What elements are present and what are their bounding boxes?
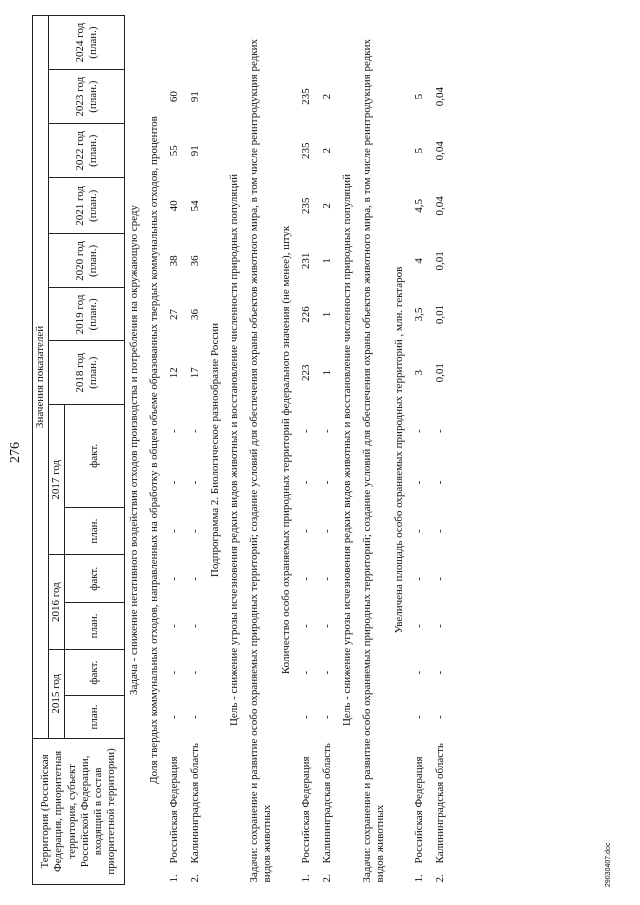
value-cell: - — [434, 624, 447, 628]
section-caption: Подпрограмма 2. Биологическое разнообразие России — [209, 322, 222, 578]
header-fact: факт. — [65, 649, 125, 696]
value-cell: - — [413, 480, 426, 485]
header-plan-year: 2020 год (план.) — [49, 234, 125, 288]
header-territory: Территория (Российская Федерация, приоритетная территория, субъект Российской Федерации, входящий в состав приоритетной территории) — [33, 738, 125, 884]
header-plan-year: 2018 год (план.) — [49, 341, 125, 405]
value-cell: - — [188, 480, 201, 485]
value-cell: - — [300, 624, 313, 628]
page-number: 276 — [8, 442, 23, 463]
value-cell: 17 — [188, 367, 201, 379]
value-cell: - — [321, 624, 334, 628]
table-row — [317, 16, 338, 885]
header-plan-year: 2021 год (план.) — [49, 178, 125, 234]
table-row — [164, 16, 185, 885]
header-plan: план. — [65, 507, 125, 555]
value-cell: - — [167, 624, 180, 628]
value-cell: - — [188, 624, 201, 628]
value-cell: - — [413, 429, 426, 433]
value-cell: - — [188, 529, 201, 533]
header-values-title: Значения показателей — [33, 16, 49, 739]
value-cell: 0,04 — [434, 196, 447, 216]
section-caption: Цель - снижение угрозы исчезновения редких видов животных и восстановление численности природных популяций — [228, 174, 241, 727]
value-cell: - — [167, 529, 180, 533]
value-cell: - — [321, 670, 334, 675]
value-cell: - — [321, 480, 334, 485]
value-cell: 3 — [413, 369, 426, 376]
value-cell: - — [321, 429, 334, 433]
table-body — [125, 16, 452, 885]
value-cell: - — [413, 624, 426, 628]
row-number: 2. — [321, 874, 334, 883]
value-cell: 5 — [413, 147, 426, 154]
value-cell: - — [321, 529, 334, 533]
header-year-2017: 2017 год — [49, 405, 65, 555]
value-cell: 1 — [321, 258, 334, 264]
table-row — [185, 16, 206, 885]
value-cell: - — [413, 529, 426, 533]
value-cell: 226 — [300, 306, 313, 323]
row-number: 1. — [300, 874, 313, 883]
value-cell: - — [321, 715, 334, 719]
value-cell: 1 — [321, 369, 334, 376]
value-cell: 4 — [413, 258, 426, 264]
value-cell: - — [300, 429, 313, 433]
value-cell: 1 — [321, 311, 334, 318]
row-number: 1. — [413, 874, 426, 883]
territory-name: Калининградская область — [188, 743, 201, 864]
value-cell: 12 — [167, 367, 180, 379]
header-plan: план. — [65, 603, 125, 650]
value-cell: 223 — [300, 364, 313, 381]
value-cell: - — [413, 670, 426, 675]
row-number: 2. — [434, 874, 447, 883]
value-cell: 27 — [167, 308, 180, 320]
header-fact: факт. — [65, 555, 125, 603]
value-cell: - — [413, 576, 426, 581]
value-cell: - — [300, 576, 313, 581]
value-cell: - — [321, 576, 334, 581]
section-caption: Количество особо охраняемых природных территорий федерального значения (не менее), штук — [279, 225, 292, 675]
value-cell: 2 — [321, 147, 334, 154]
value-cell: 91 — [188, 145, 201, 157]
section-caption: Задача - снижение негативного воздействия отходов производства и потребления на окружающую среду — [128, 204, 141, 696]
header-plan-year: 2022 год (план.) — [49, 124, 125, 178]
value-cell: 5 — [413, 93, 426, 100]
header-plan: план. — [65, 696, 125, 738]
value-cell: 38 — [167, 255, 180, 267]
value-cell: - — [188, 670, 201, 675]
table-row — [409, 16, 430, 885]
territory-name: Российская Федерация — [300, 756, 313, 864]
value-cell: 0,01 — [434, 363, 447, 383]
value-cell: - — [434, 715, 447, 719]
value-cell: - — [167, 480, 180, 485]
territory-name: Калининградская область — [321, 743, 334, 864]
section-caption: Задачи: сохранение и развитие особо охраняемых природных территорий; создание условий для обеспечения охраны объектов животного мира, в том числе реинтродукция редких видов животных — [360, 38, 386, 883]
value-cell: 40 — [167, 200, 180, 212]
value-cell: - — [434, 429, 447, 433]
value-cell: - — [188, 715, 201, 719]
value-cell: - — [167, 670, 180, 675]
value-cell: - — [300, 715, 313, 719]
section-caption: Увеличена площадь особо охраняемых природных территорий , млн. гектаров — [393, 266, 405, 634]
territory-name: Российская Федерация — [413, 756, 426, 864]
footer-filename: 29030407.doc — [605, 842, 612, 887]
value-cell: 91 — [188, 91, 201, 103]
value-cell: 2 — [321, 203, 334, 209]
header-plan-year: 2024 год (план.) — [49, 16, 125, 70]
value-cell: 235 — [300, 197, 313, 215]
section-caption: Цель - снижение угрозы исчезновения редких видов животных и восстановление численности природных популяций — [341, 174, 354, 727]
value-cell: - — [167, 429, 180, 433]
value-cell: 0,01 — [434, 251, 447, 271]
table-row — [296, 16, 317, 885]
value-cell: - — [167, 576, 180, 581]
value-cell: 0,01 — [434, 304, 447, 325]
value-cell: - — [188, 429, 201, 433]
header-year-2016: 2016 год — [49, 555, 65, 649]
value-cell: - — [434, 670, 447, 675]
section-caption: Задачи: сохранение и развитие особо охраняемых природных территорий; создание условий для обеспечения охраны объектов животного мира, в том числе реинтродукция редких видов животных — [247, 38, 273, 883]
value-cell: 2 — [321, 93, 334, 100]
value-cell: 55 — [167, 145, 180, 157]
value-cell: 36 — [188, 308, 201, 320]
territory-name: Калининградская область — [434, 743, 447, 864]
value-cell: 0,04 — [434, 87, 447, 107]
value-cell: 3,5 — [413, 307, 426, 322]
indicators-table — [32, 15, 452, 885]
value-cell: 231 — [300, 252, 313, 270]
header-plan-year: 2023 год (план.) — [49, 70, 125, 124]
value-cell: 60 — [167, 91, 180, 103]
row-number: 1. — [167, 874, 180, 883]
value-cell: 54 — [188, 200, 201, 212]
value-cell: - — [300, 670, 313, 675]
value-cell: - — [188, 576, 201, 581]
value-cell: - — [300, 480, 313, 485]
value-cell: - — [434, 480, 447, 485]
row-number: 2. — [188, 874, 201, 883]
header-plan-year: 2019 год (план.) — [49, 288, 125, 341]
value-cell: - — [300, 529, 313, 533]
value-cell: 36 — [188, 255, 201, 267]
value-cell: - — [434, 576, 447, 581]
section-caption: Доля твердых коммунальных отходов, направленных на обработку в общем объеме образованных твердых коммунальных отходов, процентов — [147, 116, 160, 784]
value-cell: 0,04 — [434, 141, 447, 161]
value-cell: 235 — [300, 142, 313, 159]
header-fact: факт. — [65, 405, 125, 508]
header-year-2015: 2015 год — [49, 649, 65, 738]
value-cell: - — [413, 715, 426, 719]
value-cell: - — [434, 529, 447, 533]
territory-name: Российская Федерация — [167, 756, 180, 864]
value-cell: - — [167, 715, 180, 719]
value-cell: 235 — [300, 88, 313, 105]
table-row — [430, 16, 451, 885]
value-cell: 4,5 — [413, 198, 426, 213]
